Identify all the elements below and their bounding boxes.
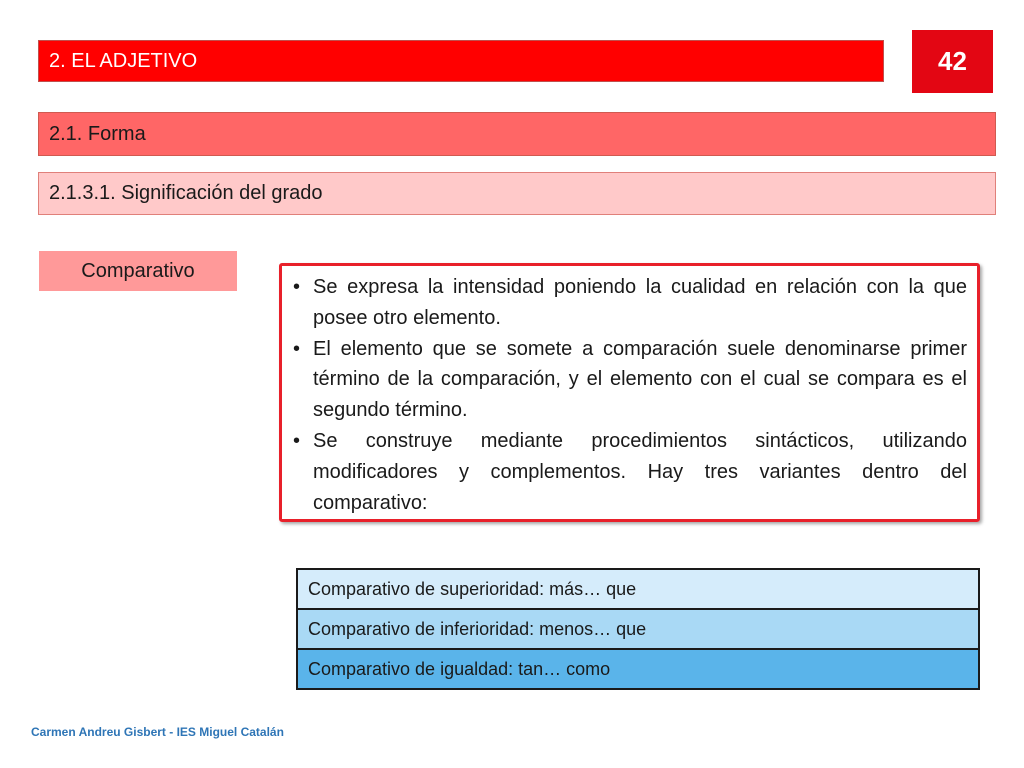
page-number-badge: [912, 30, 993, 93]
subsection-bar: [38, 112, 996, 156]
bullet-icon: •: [293, 337, 301, 360]
variant-superioridad: Comparativo de superioridad: más… que: [297, 569, 979, 609]
comparativo-tag-label: Comparativo: [81, 259, 195, 282]
definition-text: El elemento que se somete a comparación suele denominarse primer término de la comparación, y el elemento con el cual se compara es el segundo término.: [313, 337, 967, 422]
definition-box: [279, 263, 980, 522]
subsubsection-bar: [38, 172, 996, 215]
table-row: [297, 609, 979, 649]
variant-inferioridad: Comparativo de inferioridad: menos… que: [297, 609, 979, 649]
comparativo-tag: [39, 251, 237, 291]
table-row: [297, 649, 979, 689]
definition-text: Se expresa la intensidad poniendo la cualidad en relación con la que posee otro elemento.: [313, 276, 967, 329]
subsubsection-title: 2.1.3.1. Significación del grado: [49, 182, 323, 204]
section-title-bar: [38, 40, 884, 82]
page-number: 42: [938, 46, 967, 76]
section-title: 2. EL ADJETIVO: [49, 49, 198, 72]
bullet-icon: •: [293, 276, 301, 298]
variants-table: [296, 568, 980, 690]
definition-text: Se construye mediante procedimientos sintácticos, utilizando modificadores y complementos. Hay tres variantes dentro del comparativo:: [313, 429, 967, 514]
footer-author: Carmen Andreu Gisbert - IES Miguel Catalán: [31, 725, 284, 739]
bullet-icon: •: [293, 429, 301, 452]
definition-item: [290, 426, 967, 518]
definition-list: [290, 272, 967, 518]
definition-item: [290, 272, 967, 334]
table-row: [297, 569, 979, 609]
definition-item: [290, 334, 967, 426]
variant-igualdad: Comparativo de igualdad: tan… como: [297, 649, 979, 689]
subsection-title: 2.1. Forma: [49, 122, 146, 145]
